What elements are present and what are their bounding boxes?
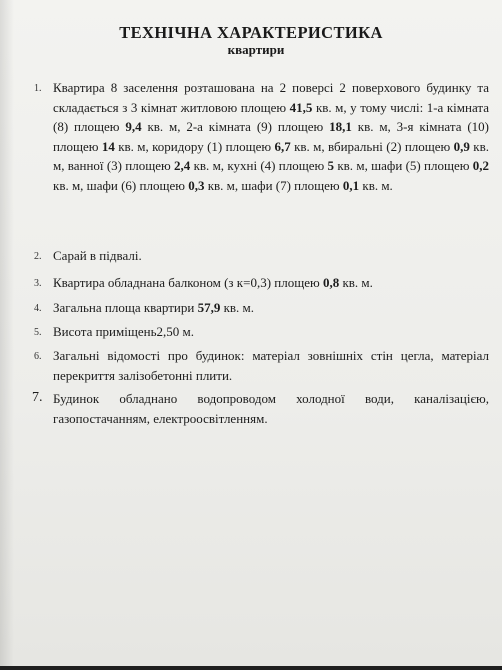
item-text — [53, 346, 489, 385]
area-value: 18,1 — [329, 119, 352, 134]
document-subtitle: квартири — [227, 42, 285, 57]
area-value: 0,2 — [472, 158, 490, 173]
item-number: 6. — [34, 351, 42, 362]
item-number: 5. — [34, 327, 42, 338]
item-text — [53, 322, 489, 342]
item-number: 4. — [34, 303, 42, 314]
text-segment: Висота приміщень2,50 м. — [53, 324, 194, 339]
text-segment: Квартира обладнана балконом (з к=0,3) площею — [53, 275, 323, 290]
area-value: 14 — [101, 138, 115, 154]
text-segment: кв. м, шафи (6) площею — [53, 177, 189, 193]
item-number: 7. — [32, 390, 43, 405]
text-segment: Квартира 8 заселення розташована на 2 поверсі 2 поверхового будинку та складається з 3 кімнат житловою площею — [53, 80, 489, 115]
text-segment: кв. м, коридору (1) площею — [114, 138, 275, 154]
item-text — [53, 389, 489, 428]
item-text — [53, 78, 489, 195]
item-number: 1. — [34, 83, 42, 94]
text-segment: Сарай в підвалі. — [53, 248, 142, 263]
text-segment: кв. м. — [359, 177, 393, 193]
area-value: 41,5 — [289, 99, 313, 115]
text-segment: кв. м. — [220, 300, 255, 315]
text-segment: кв. м, у тому числі: 1-а кімната (8) площею — [53, 99, 489, 134]
area-value: 9,4 — [125, 119, 142, 134]
area-value: 6,7 — [274, 138, 291, 154]
area-value: 0,9 — [453, 138, 470, 154]
area-value: 57,9 — [197, 300, 221, 315]
item-text — [53, 246, 489, 266]
page-bottom-edge — [0, 666, 502, 670]
area-value: 5 — [327, 158, 335, 173]
text-segment: кв. м, шафи (7) площею — [204, 177, 343, 193]
document-title: ТЕХНІЧНА ХАРАКТЕРИСТИКА — [119, 23, 383, 42]
text-segment: Загальна площа квартири — [53, 300, 198, 315]
area-value: 2,4 — [174, 158, 191, 173]
text-segment: кв. м, 2-а кімната (9) площею — [141, 119, 330, 134]
page-shadow — [0, 0, 14, 670]
area-value: 0,1 — [342, 177, 360, 193]
text-segment: кв. м, 3-я кімната (10) площею — [53, 119, 489, 154]
text-segment: кв. м. — [339, 275, 373, 290]
text-segment: Будинок обладнано водопроводом холодної води, каналізацією, газопостачанням, електроосвітленням. — [53, 391, 489, 426]
area-value: 0,8 — [322, 275, 340, 290]
area-value: 0,3 — [188, 177, 205, 193]
text-segment: кв. м, ванної (3) площею — [53, 138, 489, 173]
text-segment: Загальні відомості про будинок: матеріал зовнішніх стін цегла, матеріал перекриття залізобетонні плити. — [53, 348, 489, 383]
item-number: 3. — [34, 278, 42, 289]
text-segment: кв. м, кухні (4) площею — [190, 158, 328, 173]
item-number: 2. — [34, 251, 42, 262]
text-segment: кв. м, шафи (5) площею — [334, 158, 473, 173]
item-text — [53, 273, 489, 293]
text-segment: кв. м, вбиральні (2) площею — [290, 138, 454, 154]
item-text — [53, 298, 489, 318]
